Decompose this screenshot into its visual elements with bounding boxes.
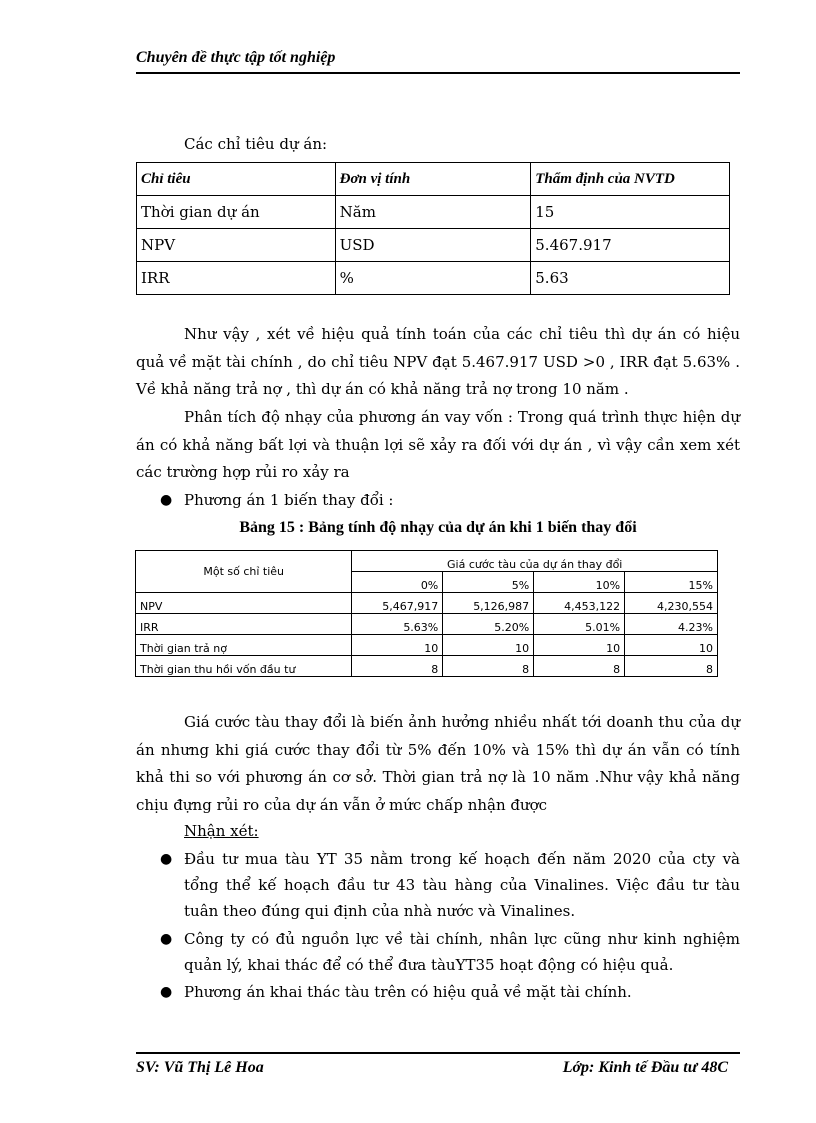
group-header-cell: Giá cước tàu của dự án thay đổi (352, 551, 718, 572)
table-header-row (136, 551, 718, 572)
table-cell: Thời gian dự án (137, 196, 336, 229)
table-cell: 5.20% (443, 614, 534, 635)
bullet-item (160, 926, 740, 978)
page-footer (136, 1052, 740, 1076)
table-cell: 8 (534, 656, 625, 677)
paragraph-conclusion: Như vậy , xét về hiệu quả tính toán của các chỉ tiêu thì dự án có hiệu quả về mặt tài chính , do chỉ tiêu NPV đạt 5.467.917 USD >0 , IRR đạt 5.63% . Về khả năng trả nợ , thì dự án có khả năng trả nợ trong 10 năm . (136, 325, 740, 398)
bullet-text: Công ty có đủ nguồn lực về tài chính, nhân lực cũng như kinh nghiệm quản lý, khai thác để có thể đưa tàuYT35 hoạt động có hiệu quả. (184, 930, 740, 974)
table-cell: 5.63 (531, 262, 730, 295)
table-cell: 8 (443, 656, 534, 677)
bullet-item (160, 846, 740, 924)
table-cell: 5.01% (534, 614, 625, 635)
paragraph-freight-analysis: Giá cước tàu thay đổi là biến ảnh hưởng nhiều nhất tới doanh thu của dự án nhưng khi giá cước thay đổi từ 5% đến 10% và 15% thì dự án vẫn có tính khả thi so với phương án cơ sở. Thời gian trả nợ là 10 năm .Như vậy khả năng chịu đựng rủi ro của dự án vẫn ở mức chấp nhận được (136, 713, 740, 814)
table-row (136, 635, 718, 656)
remarks-heading: Nhận xét: (184, 822, 259, 840)
table-cell: 4.23% (625, 614, 718, 635)
table-cell: 10 (352, 635, 443, 656)
table-cell: NPV (137, 229, 336, 262)
table-row (136, 656, 718, 677)
table-header-cell: Đơn vị tính (335, 163, 531, 196)
table-cell: 10 (443, 635, 534, 656)
table-row (136, 593, 718, 614)
column-header-cell: 0% (352, 572, 443, 593)
table-header-cell: Thẩm định của NVTD (531, 163, 730, 196)
table-row (137, 229, 730, 262)
table-row (137, 262, 730, 295)
row-label: IRR (136, 614, 352, 635)
bullet-item (160, 487, 740, 513)
table-cell: 4,453,122 (534, 593, 625, 614)
footer-student: SV: Vũ Thị Lê Hoa (136, 1059, 264, 1076)
header-title: Chuyên đề thực tập tốt nghiệp (136, 49, 336, 66)
table-cell: IRR (137, 262, 336, 295)
row-label: NPV (136, 593, 352, 614)
table-cell: 5,467,917 (352, 593, 443, 614)
table-cell: 5.63% (352, 614, 443, 635)
bullet-icon: ● (160, 851, 173, 867)
column-header-cell: 5% (443, 572, 534, 593)
sensitivity-table (135, 550, 718, 677)
paragraph-sensitivity: Phân tích độ nhạy của phương án vay vốn : Trong quá trình thực hiện dự án có khả năng bất lợi và thuận lợi sẽ xảy ra đối với dự án , vì vậy cần xem xét các trường hợp rủi ro xảy ra (136, 408, 740, 481)
table-row (136, 614, 718, 635)
table-header-cell: Chỉ tiêu (137, 163, 336, 196)
page-header (136, 48, 740, 74)
table-cell: % (335, 262, 531, 295)
table-cell: 4,230,554 (625, 593, 718, 614)
intro-text: Các chỉ tiêu dự án: (184, 135, 328, 153)
table-header-row (137, 163, 730, 196)
bullet-icon: ● (160, 492, 173, 508)
bullet-text: Đầu tư mua tàu YT 35 nằm trong kế hoạch đến năm 2020 của cty và tổng thể kế hoạch đầu tư 43 tàu hàng của Vinalines. Việc đầu tư tàu tuân theo đúng qui định của nhà nước và Vinalines. (184, 850, 740, 920)
table-cell: 10 (534, 635, 625, 656)
table-cell: 8 (625, 656, 718, 677)
table-cell: 15 (531, 196, 730, 229)
table-cell: 8 (352, 656, 443, 677)
bullet-item (160, 979, 740, 1005)
table-cell: 5.467.917 (531, 229, 730, 262)
column-header-cell: 15% (625, 572, 718, 593)
table-cell: 5,126,987 (443, 593, 534, 614)
table-cell: Năm (335, 196, 531, 229)
bullet-icon: ● (160, 984, 173, 1000)
column-header-cell: 10% (534, 572, 625, 593)
row-label: Thời gian thu hồi vốn đầu tư (136, 656, 352, 677)
project-indicators-table (136, 162, 730, 295)
bullet-text: Phương án 1 biến thay đổi : (184, 491, 394, 509)
table-caption: Bảng 15 : Bảng tính độ nhạy của dự án khi 1 biến thay đổi (239, 519, 637, 536)
table-cell: 10 (625, 635, 718, 656)
row-header-cell: Một số chỉ tiêu (136, 551, 352, 593)
bullet-icon: ● (160, 931, 173, 947)
footer-class: Lớp: Kinh tế Đầu tư 48C (562, 1059, 728, 1076)
table-cell: USD (335, 229, 531, 262)
table-row (137, 196, 730, 229)
bullet-text: Phương án khai thác tàu trên có hiệu quả về mặt tài chính. (184, 983, 632, 1001)
row-label: Thời gian trả nợ (136, 635, 352, 656)
